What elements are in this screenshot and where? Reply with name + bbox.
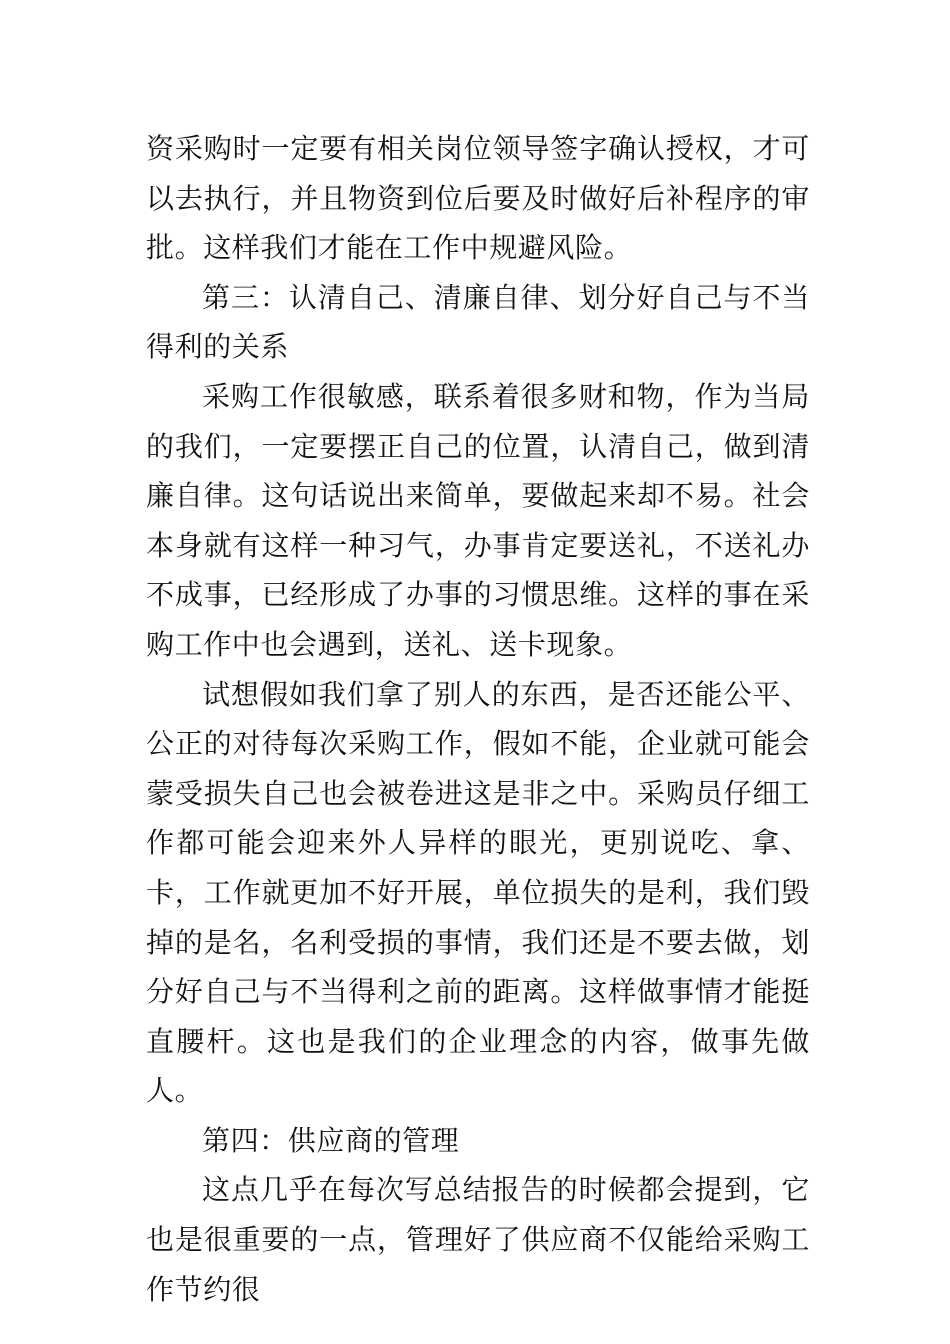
heading-fourth-point: 第四：供应商的管理: [202, 1123, 460, 1157]
paragraph-supplier-management: 这点几乎在每次写总结报告的时候都会提到，它也是很重要的一点，管理好了供应商不仅能给采购工作节约很: [146, 1173, 810, 1306]
paragraph-approval-continuation: 资采购时一定要有相关岗位领导签字确认授权，才可以去执行，并且物资到位后要及时做好后补程序的审批。这样我们才能在工作中规避风险。: [146, 132, 810, 265]
heading-third-point: 第三：认清自己、清廉自律、划分好自己与不当得利的关系: [146, 280, 810, 364]
document-body: [146, 124, 810, 1314]
paragraph-integrity: 采购工作很敏感，联系着很多财和物，作为当局的我们，一定要摆正自己的位置，认清自己，做到清廉自律。这句话说出来简单，要做起来却不易。社会本身就有这样一种习气，办事肯定要送礼，不送礼办不成事，已经形成了办事的习惯思维。这样的事在采购工作中也会遇到，送礼、送卡现象。: [146, 379, 810, 661]
paragraph-fairness: 试想假如我们拿了别人的东西，是否还能公平、公正的对待每次采购工作，假如不能，企业就可能会蒙受损失自己也会被卷进这是非之中。采购员仔细工作都可能会迎来外人异样的眼光，更别说吃、拿、卡，工作就更加不好开展，单位损失的是利，我们毁掉的是名，名利受损的事情，我们还是不要去做，划分好自己与不当得利之前的距离。这样做事情才能挺直腰杆。这也是我们的企业理念的内容，做事先做人。: [146, 677, 810, 1108]
